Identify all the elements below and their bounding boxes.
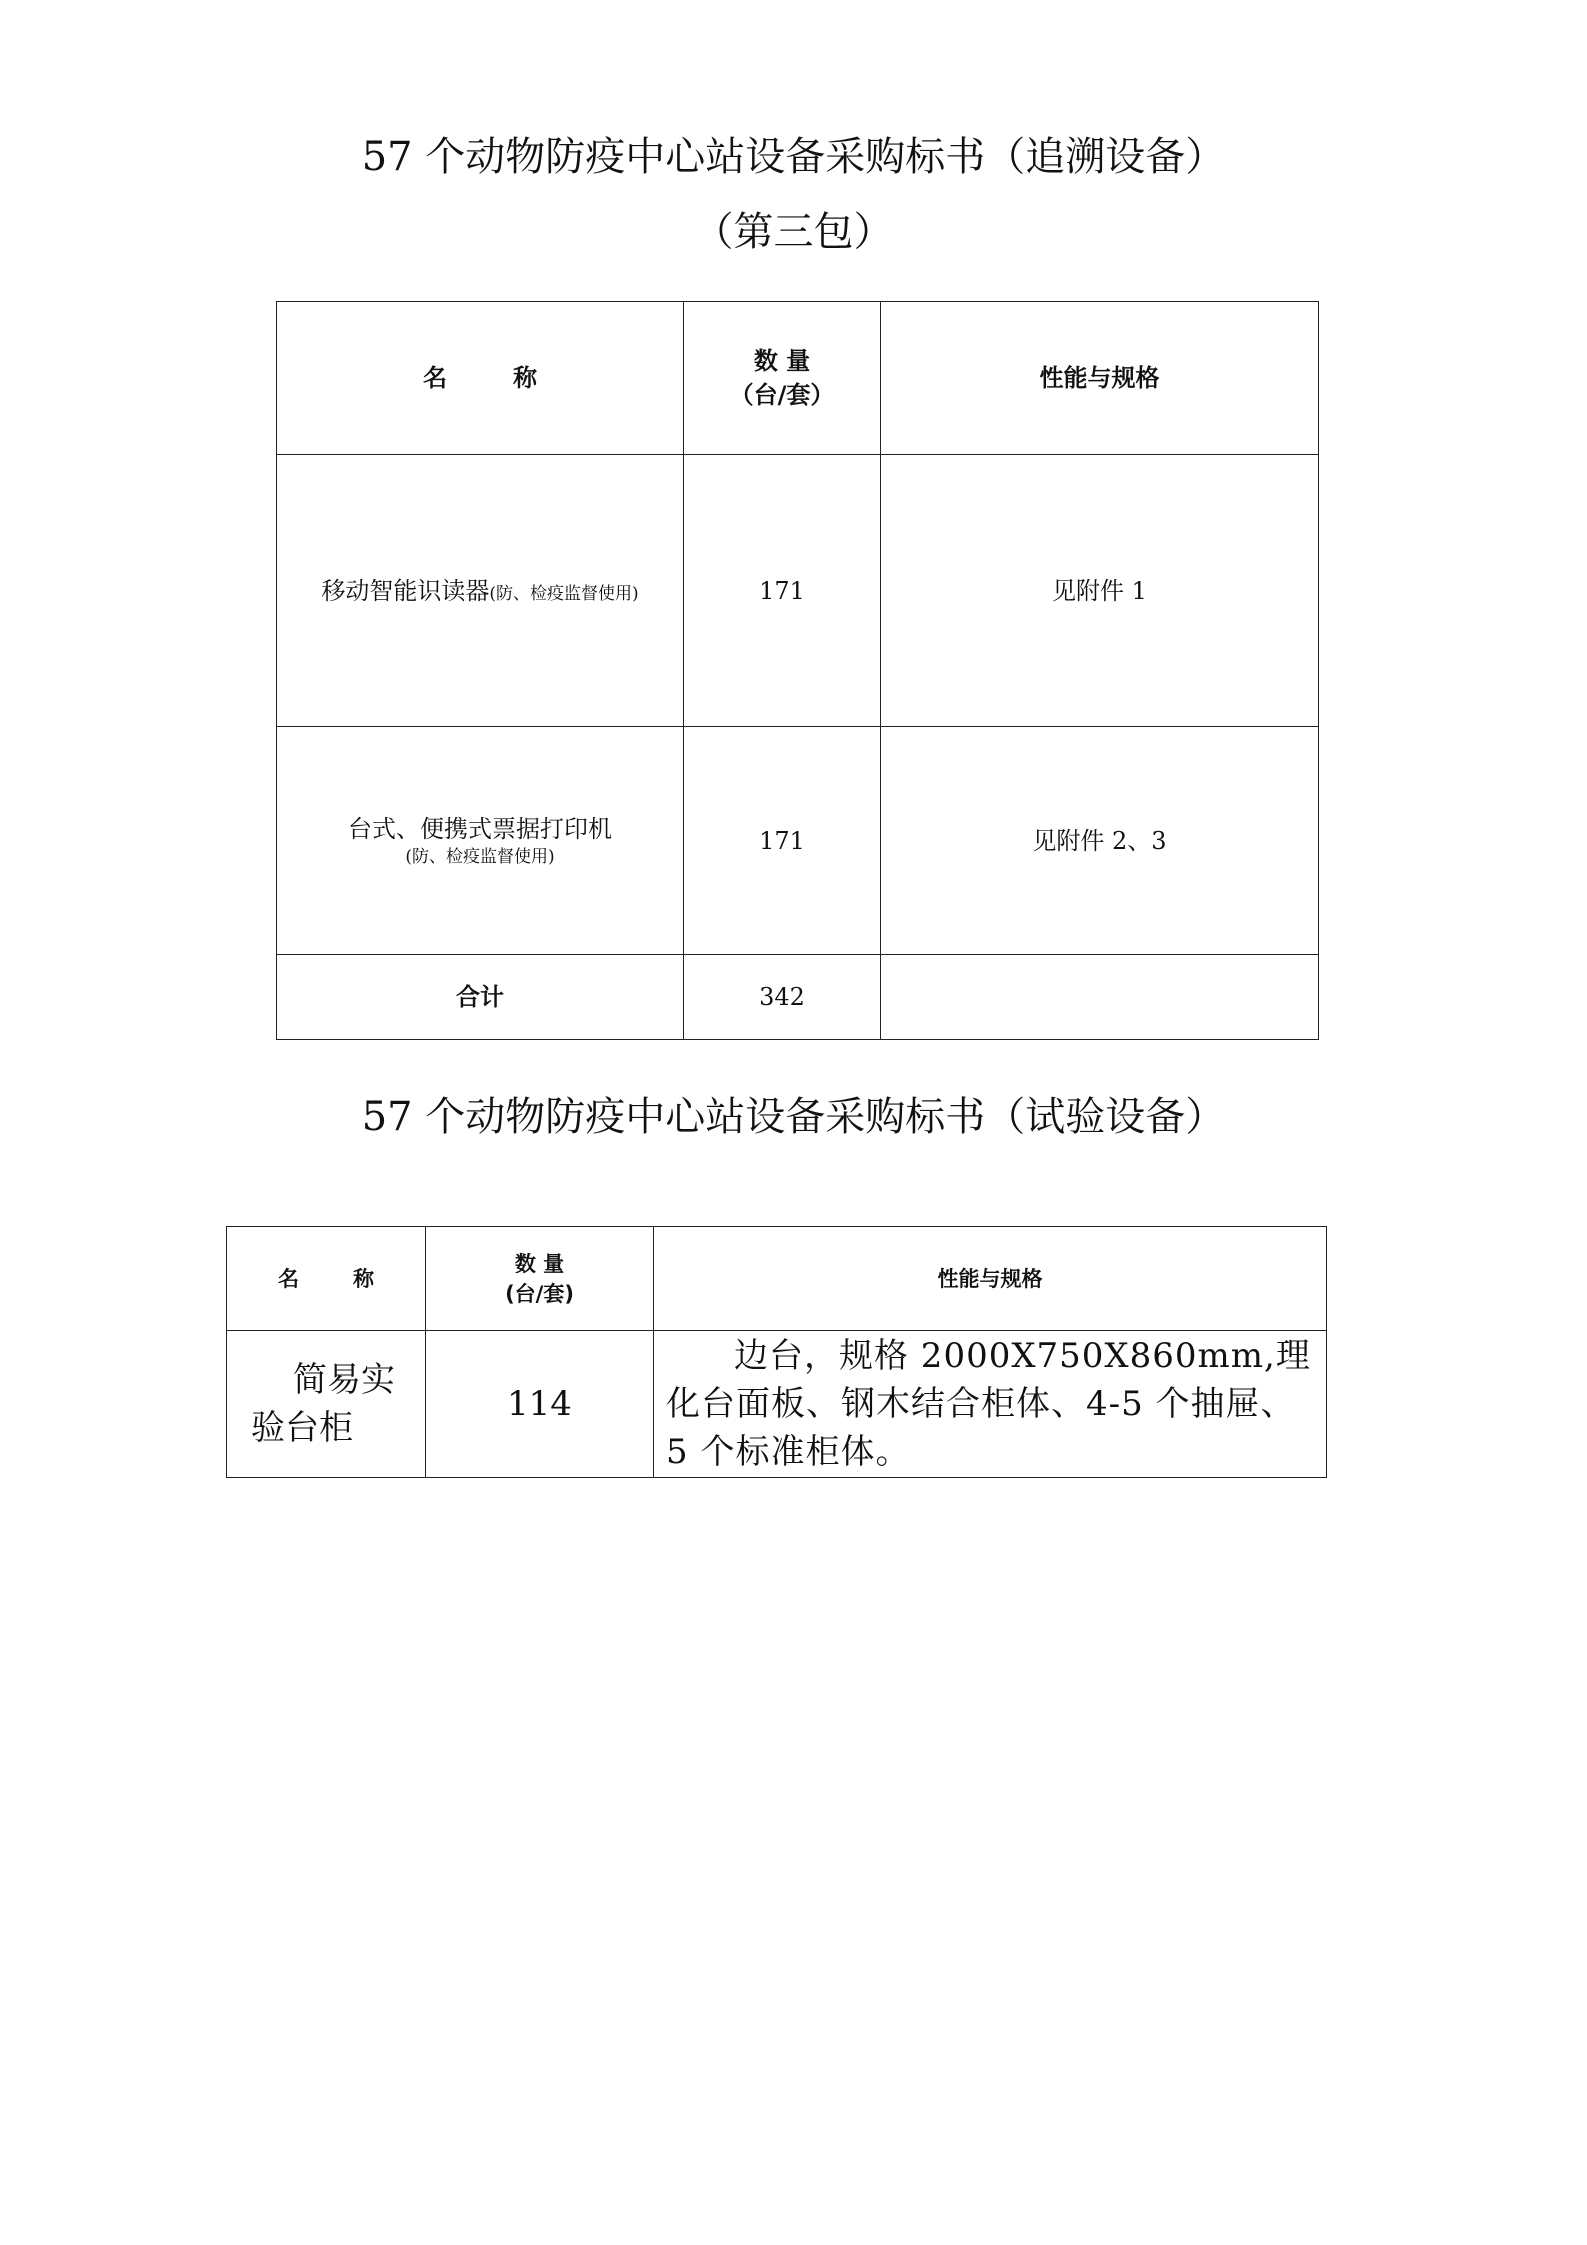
row-spec: 见附件 2、3 xyxy=(881,727,1319,955)
row-name-note: (防、检疫监督使用) xyxy=(405,846,555,867)
row-name-line1: 简易实 xyxy=(293,1360,395,1400)
row-quantity: 171 xyxy=(684,727,881,955)
table-header-row xyxy=(227,1227,1327,1331)
row-name-note: (防、检疫监督使用) xyxy=(489,583,639,604)
header-name-part: 称 xyxy=(353,1266,374,1291)
table-header-row xyxy=(277,302,1319,455)
row-name-text: 台式、便携式票据打印机 xyxy=(348,814,612,843)
row-name xyxy=(277,455,684,727)
header-quantity-line1: 数 量 xyxy=(753,347,811,375)
section2-title: 57 个动物防疫中心站设备采购标书（试验设备） xyxy=(361,1094,1226,1140)
header-name xyxy=(277,302,684,455)
table-row xyxy=(227,1331,1327,1478)
header-quantity-line2: （台/套） xyxy=(729,381,835,409)
total-quantity: 342 xyxy=(684,955,881,1040)
table-row xyxy=(277,727,1319,955)
header-quantity xyxy=(426,1227,654,1331)
row-name xyxy=(227,1331,426,1478)
header-name-part: 名 xyxy=(423,364,447,392)
row-name-line2: 验台柜 xyxy=(251,1408,353,1448)
tracing-equipment-table xyxy=(276,301,1319,1040)
row-spec: 边台，规格 2000X750X860mm,理化台面板、钢木结合柜体、4-5 个抽屉、5 个标准柜体。 xyxy=(654,1331,1327,1478)
row-spec: 见附件 1 xyxy=(881,455,1319,727)
header-spec: 性能与规格 xyxy=(654,1227,1327,1331)
header-spec: 性能与规格 xyxy=(881,302,1319,455)
total-label: 合计 xyxy=(277,955,684,1040)
header-quantity xyxy=(684,302,881,455)
row-name xyxy=(277,727,684,955)
lab-equipment-table xyxy=(226,1226,1327,1478)
row-quantity: 171 xyxy=(684,455,881,727)
header-name-part: 名 xyxy=(278,1266,299,1291)
section1-title: 57 个动物防疫中心站设备采购标书（追溯设备） xyxy=(361,134,1226,180)
header-name xyxy=(227,1227,426,1331)
row-name-text: 移动智能识读器 xyxy=(321,576,490,605)
total-spec xyxy=(881,955,1319,1040)
row-quantity: 114 xyxy=(426,1331,654,1478)
table-row xyxy=(277,455,1319,727)
total-row xyxy=(277,955,1319,1040)
header-quantity-line2: (台/套) xyxy=(505,1281,574,1306)
section1-subtitle: （第三包） xyxy=(693,209,894,255)
header-quantity-line1: 数 量 xyxy=(514,1251,565,1276)
header-name-part: 称 xyxy=(513,364,537,392)
